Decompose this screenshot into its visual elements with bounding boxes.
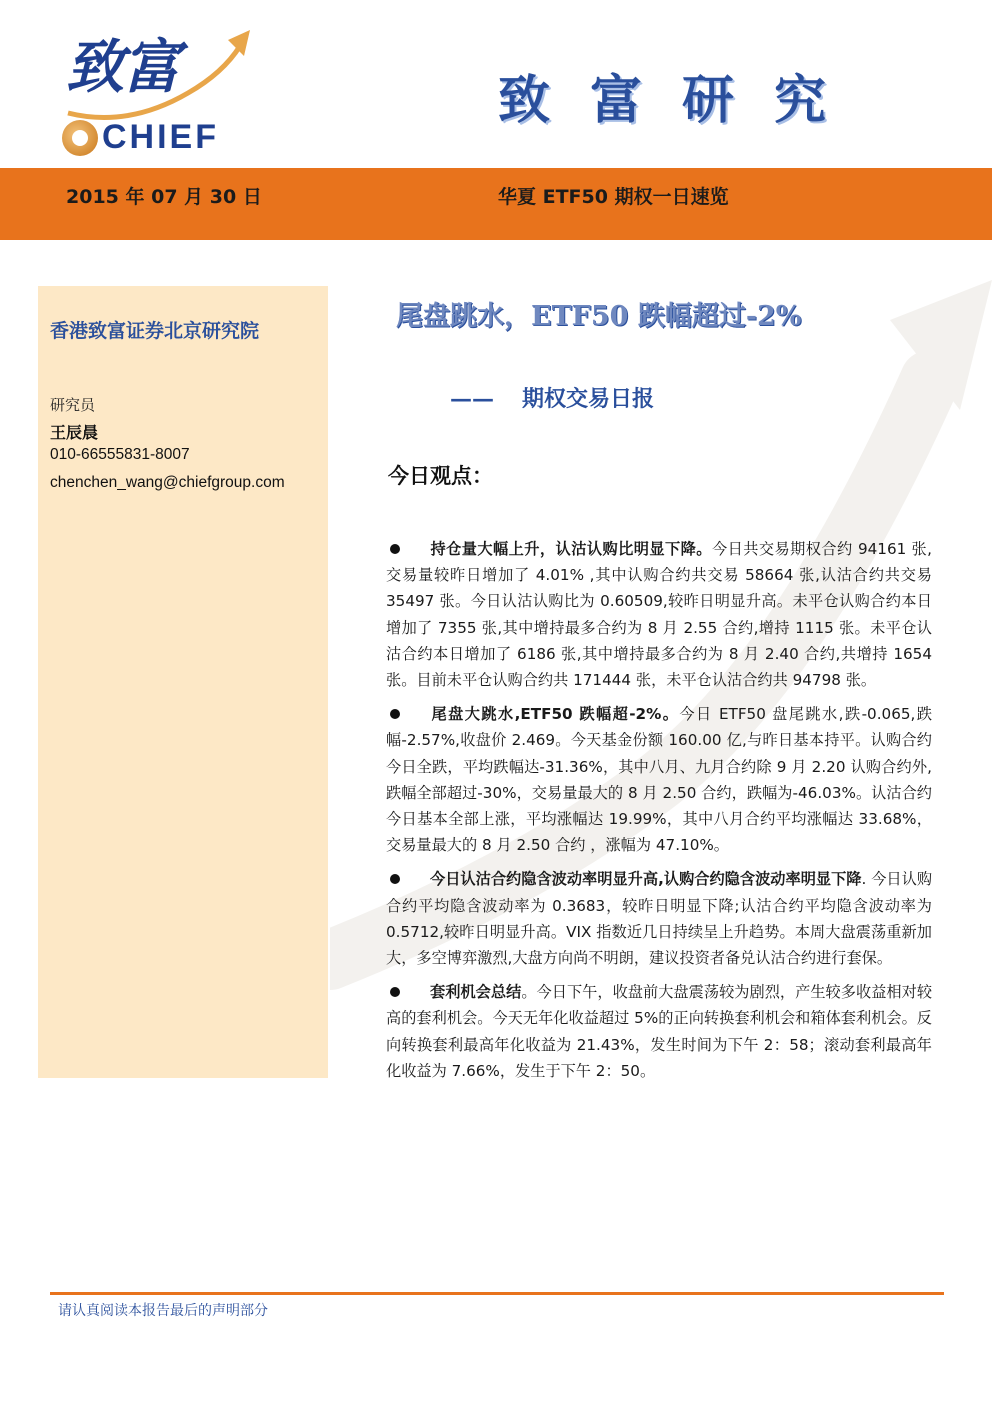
report-subtitle [450, 382, 654, 413]
bullet-icon [390, 987, 400, 997]
list-item [386, 701, 932, 858]
logo-english-text: CHIEF [102, 118, 219, 156]
report-date: 2015 年 07 月 30 日 [66, 186, 262, 208]
key-points-list [386, 536, 932, 1092]
bullet-icon [390, 874, 400, 884]
footer-disclaimer-note: 请认真阅读本报告最后的声明部分 [58, 1303, 268, 1319]
report-series-title: 华夏 ETF50 期权一日速览 [498, 186, 729, 208]
point-lead: 持仓量大幅上升，认沽认购比明显下降。 [430, 540, 712, 558]
list-item [386, 536, 932, 693]
chief-logo [58, 18, 258, 158]
point-lead: 今日认沽合约隐含波动率明显升高,认购合约隐含波动率明显下降 [430, 870, 862, 889]
bullet-icon [390, 709, 400, 719]
brand-title: 致富研究 [498, 70, 867, 131]
header-band [0, 168, 992, 240]
logo-circle-icon [62, 120, 98, 156]
report-headline: 尾盘跳水，ETF50 跌幅超过-2% [396, 301, 802, 332]
footer-divider [50, 1292, 944, 1295]
point-body: 今日共交易期权合约 94161 张,交易量较昨日增加了 4.01% ,其中认购合约共交易 58664 张,认沽合约共交易 35497 张。今日认沽认购比为 0.60509,较昨日明显升高。未平仓认购合约本日增加了 7355 张,其中增持最多合约为 8 月 2.55 合约,增持 1115 张。未平仓认沽合约本日增加了 6186 张,其中增持最多合约为 8 月 2.40 合约,共增持 1654 张。目前未平仓认购合约共 171444 张，未平仓认沽合约共 94798 张。 [386, 540, 933, 690]
list-item [386, 979, 932, 1084]
logo-chinese-text: 致富 [66, 33, 179, 101]
point-body: 。今日下午，收盘前大盘震荡较为剧烈，产生较多收益相对较高的套利机会。今天无年化收益超过 5%的正向转换套利机会和箱体套利机会。反向转换套利最高年化收益为 21.43%，发生时间为下午 2：58；滚动套利最高年化收益为 7.66%，发生于下午 2：50。 [386, 983, 933, 1080]
researcher-name: 王辰晨 [50, 423, 99, 442]
researcher-phone: 010-66555831-8007 [50, 446, 190, 463]
point-body: 今日 ETF50 盘尾跳水,跌-0.065,跌幅-2.57%,收盘价 2.469。今天基金份额 160.00 亿,与昨日基本持平。认购合约今日全跌，平均跌幅达-31.36%，其中八月、九月合约除 9 月 2.20 认购合约外,跌幅全部超过-30%，交易量最大的 8 月 2.50 合约，跌幅为-46.03%。认沽合约今日基本全部上涨，平均涨幅达 19.99%，其中八月合约平均涨幅达 33.68%，交易量最大的 8 月 2.50 合约 ，涨幅为 47.10%。 [386, 705, 932, 855]
subtitle-text: 期权交易日报 [522, 386, 655, 412]
view-heading: 今日观点： [388, 463, 493, 488]
researcher-label: 研究员 [50, 396, 96, 414]
list-item [386, 866, 932, 971]
bullet-icon [390, 544, 400, 554]
point-lead: 套利机会总结 [430, 983, 522, 1002]
subtitle-dash: —— [450, 386, 494, 412]
point-lead: 尾盘大跳水,ETF50 跌幅超-2%。 [430, 705, 680, 724]
institution-name: 香港致富证券北京研究院 [50, 320, 260, 342]
author-sidebar [38, 286, 328, 1078]
researcher-email[interactable]: chenchen_wang@chiefgroup.com [50, 474, 285, 491]
logo-english [62, 118, 219, 157]
point-body: . 今日认购合约平均隐含波动率为 0.3683，较昨日明显下降;认沽合约平均隐含波动率为 0.5712,较昨日明显升高。VIX 指数近几日持续呈上升趋势。本周大盘震荡重新加大，多空博弈激烈,大盘方向尚不明朗，建议投资者备兑认沽合约进行套保。 [386, 870, 933, 968]
